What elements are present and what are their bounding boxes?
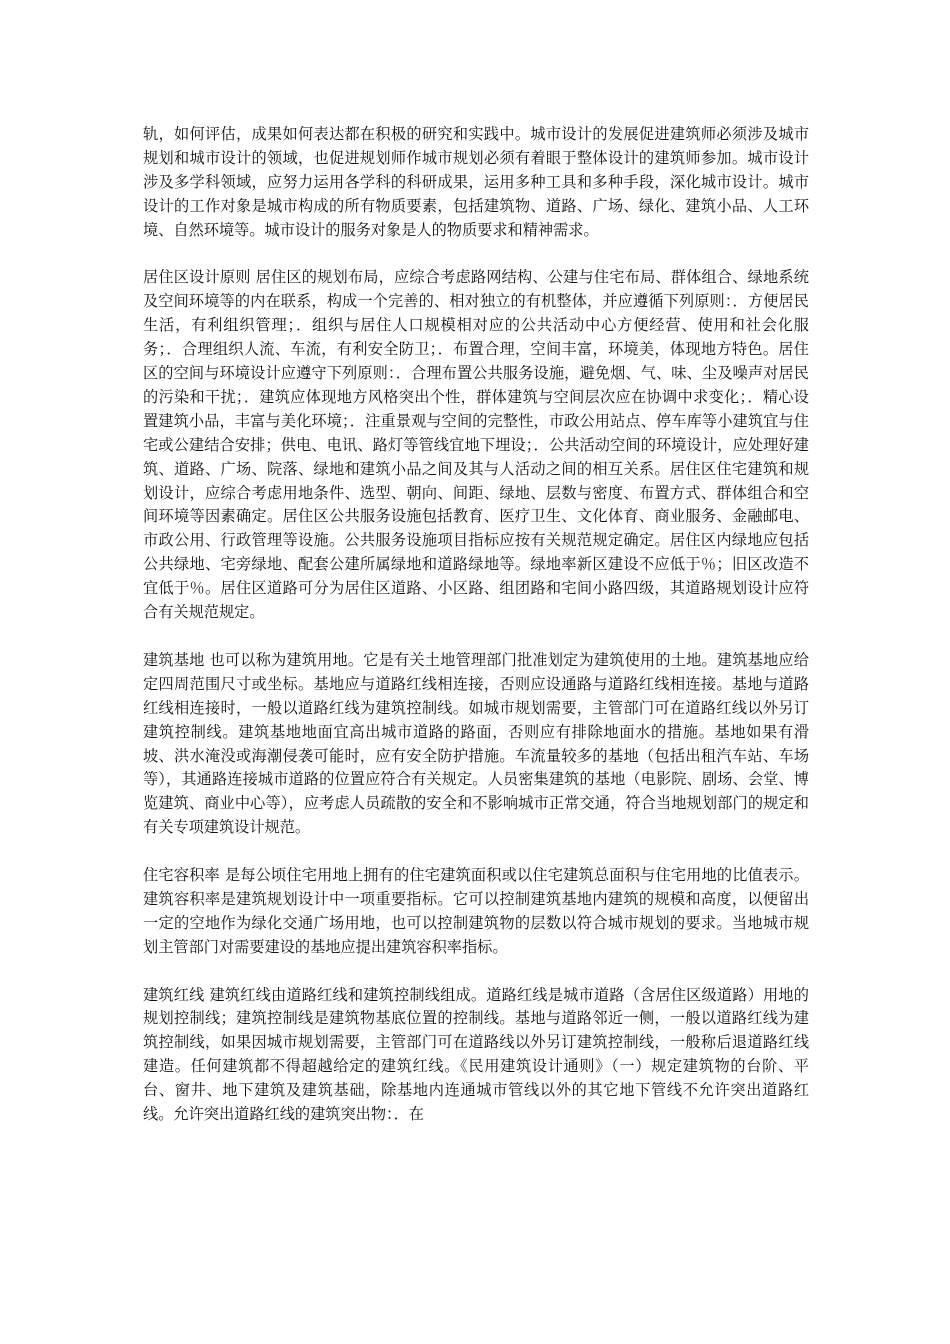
paragraph-building-red-line: 建筑红线 建筑红线由道路红线和建筑控制线组成。道路红线是城市道路（含居住区级道路）用地的规划控制线；建筑控制线是建筑物基底位置的控制线。基地与道路邻近一侧，一般以道路红线为建筑控制线，如果因城市规划需要，主管部门可在道路线以外另订建筑控制线，一般称后退道路红线建造。任何建筑都不得超越给定的建筑红线。《民用建筑设计通则》（一）规定建筑物的台阶、平台、窗井、地下建筑及建筑基础，除基地内连通城市管线以外的其它地下管线不允许突出道路红线。允许突出道路红线的建筑突出物：．在 — [143, 985, 809, 1124]
document-body — [143, 123, 809, 1151]
paragraph-building-site: 建筑基地 也可以称为建筑用地。它是有关土地管理部门批准划定为建筑使用的土地。建筑基地应给定四周范围尺寸或坐标。基地应与道路红线相连接，否则应设通路与道路红线相连接。基地与道路红线相连接时，一般以道路红线为建筑控制线。如城市规划需要，主管部门可在道路红线以外另订建筑控制线。建筑基地地面宜高出城市道路的路面，否则应有排除地面水的措施。基地如果有滑坡、洪水淹没或海潮侵袭可能时，应有安全防护措施。车流量较多的基地（包括出租汽车站、车场等），其通路连接城市道路的位置应符合有关规定。人员密集建筑的基地（电影院、剧场、会堂、博览建筑、商业中心等），应考虑人员疏散的安全和不影响城市正常交通，符合当地规划部门的规定和有关专项建筑设计规范。 — [143, 650, 809, 837]
paragraph-urban-design: 轨，如何评估，成果如何表达都在积极的研究和实践中。城市设计的发展促进建筑师必须涉及城市规划和城市设计的领域，也促进规划师作城市规划必须有着眼于整体设计的建筑师参加。城市设计涉及多学科领域，应努力运用各学科的科研成果，运用多种工具和多种手段，深化城市设计。城市设计的工作对象是城市构成的所有物质要素，包括建筑物、道路、广场、绿化、建筑小品、人工环境、自然环境等。城市设计的服务对象是人的物质要求和精神需求。 — [143, 125, 809, 239]
paragraph-residential-principles: 居住区设计原则 居住区的规划布局，应综合考虑路网结构、公建与住宅布局、群体组合、绿地系统及空间环境等的内在联系，构成一个完善的、相对独立的有机整体，并应遵循下列原则：．方便居民生活，有利组织管理；．组织与居住人口规模相对应的公共活动中心方便经营、使用和社会化服务；．合理组织人流、车流，有利安全防卫；．布置合理，空间丰富，环境美，体现地方特色。居住区的空间与环境设计应遵守下列原则：．合理布置公共服务设施，避免烟、气、味、尘及噪声对居民的污染和干扰；．建筑应体现地方风格突出个性，群体建筑与空间层次应在协调中求变化；．精心设置建筑小品，丰富与美化环境；．注重景观与空间的完整性，市政公用站点、停车库等小建筑宜与住宅或公建结合安排；供电、电讯、路灯等管线宜地下埋设；．公共活动空间的环境设计，应处理好建筑、道路、广场、院落、绿地和建筑小品之间及其与人活动之间的相互关系。居住区住宅建筑和规划设计，应综合考虑用地条件、选型、朝向、间距、绿地、层数与密度、布置方式、群体组合和空间环境等因素确定。居住区公共服务设施包括教育、医疗卫生、文化体育、商业服务、金融邮电、市政公用、行政管理等设施。公共服务设施项目指标应按有关规范规定确定。居住区内绿地应包括公共绿地、宅旁绿地、配套公建所属绿地和道路绿地等。绿地率新区建设不应低于％；旧区改造不宜低于％。居住区道路可分为居住区道路、小区路、组团路和宅间小路四级，其道路规划设计应符合有关规范规定。 — [143, 268, 809, 622]
paragraph-plot-ratio: 住宅容积率 是每公顷住宅用地上拥有的住宅建筑面积或以住宅建筑总面积与住宅用地的比值表示。建筑容积率是建筑规划设计中一项重要指标。它可以控制建筑基地内建筑的规模和高度，以便留出一定的空地作为绿化交通广场用地，也可以控制建筑物的层数以符合城市规划的要求。当地城市规划主管部门对需要建设的基地应提出建筑容积率指标。 — [143, 866, 809, 956]
